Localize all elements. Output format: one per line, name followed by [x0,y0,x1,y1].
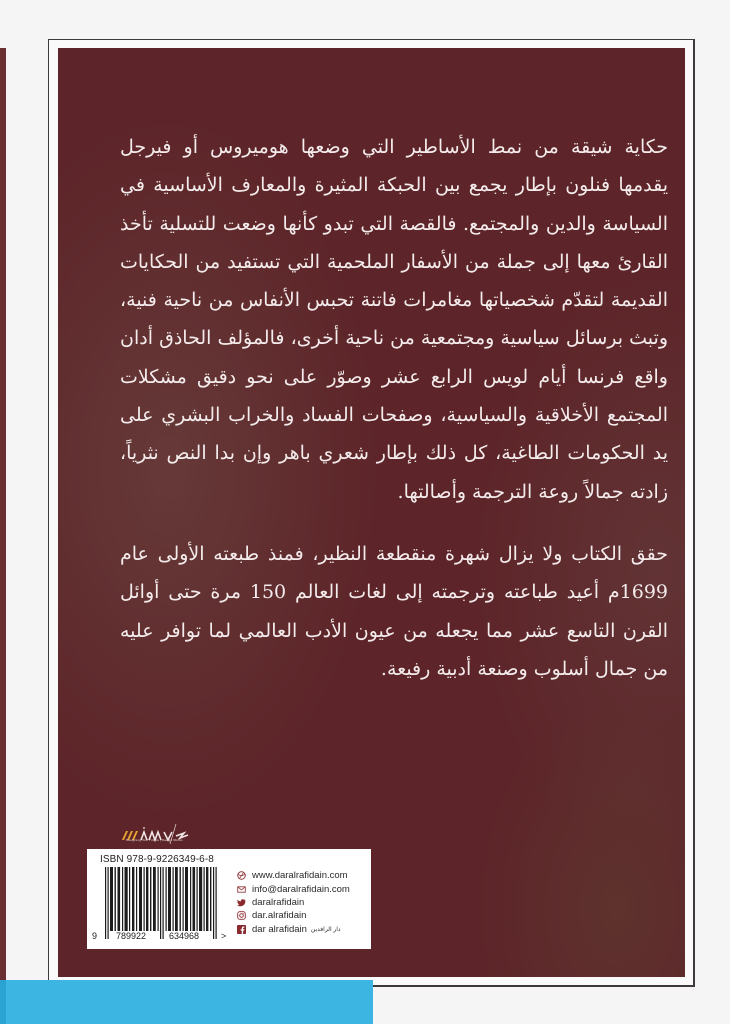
contact-twitter[interactable] [237,896,367,909]
isbn-number: ISBN 978-9-9226349-6-8 [100,854,214,865]
book-spine-edge [0,48,6,980]
synopsis-paragraph-2: حقق الكتاب ولا يزال شهرة منقطعة النظير، فمنذ طبعته الأولى عام 1699م أعيد طباعته وترجمته إلى لغات العالم 150 مرة حتى أوائل القرن التاسع عشر مما يجعله من عيون الأدب العالمي لما توافر عليه من جمال أسلوب وصنعة أدبية رفيعة. [120,542,668,680]
contact-facebook-text: dar alrafidain [252,923,307,935]
blue-strip-edge [0,980,6,1024]
publisher-contacts [237,869,367,936]
barcode-digit-trail: > [221,931,227,941]
contact-twitter-text: daralrafidain [252,896,305,908]
barcode-icon [99,867,227,939]
facebook-icon [237,925,246,934]
twitter-icon [237,898,246,907]
contact-email-text: info@daralrafidain.com [252,883,350,895]
instagram-icon [237,911,246,920]
contact-email[interactable] [237,882,367,895]
contact-instagram[interactable] [237,909,367,922]
contact-facebook-arabic: دار الرافدين [310,926,341,933]
contact-website[interactable] [237,869,367,882]
blue-background-strip [0,980,373,1024]
barcode-digits-left: 789922 [116,931,147,941]
globe-icon [237,871,246,880]
contact-instagram-text: dar.alrafidain [252,910,307,922]
mail-icon [237,885,246,894]
contact-facebook[interactable] [237,923,367,936]
contact-website-text: www.daralrafidain.com [252,870,348,882]
synopsis-paragraph-1: حكاية شيقة من نمط الأساطير التي وضعها هوميروس أو فيرجل يقدمها فنلون بإطار يجمع بين الحبكة المثيرة والمعارف الأساسية في السياسة والدين والمجتمع. فالقصة التي تبدو كأنها وضعت للتسلية تأخذ القارئ معها إلى جملة من الأسفار الملحمية التي تستفيد من الحكايات القديمة لتقدّم شخصياتها مغامرات فاتنة تحبس الأنفاس من ناحية فنية، وتبث برسائل سياسية ومجتمعية من ناحية أخرى، فالمؤلف الحاذق أدان واقع فرنسا أيام لويس الرابع عشر وصوّر على نحو دقيق مشكلات المجتمع الأخلاقية والسياسية، وصفحات الفساد والخراب البشري على يد الحكومات الطاغية، كل ذلك بإطار شعري باهر وإن بدا النص نثرياً، زادته جمالاً روعة الترجمة وأصالتها. [120,136,668,503]
logo-tagline: Designing Your Future | Design Studio [126,838,183,842]
isbn-barcode-panel [87,849,371,949]
synopsis-text [120,128,668,688]
barcode-digits-right: 634968 [169,931,200,941]
design-studio-logo-icon [118,820,208,850]
barcode-digit-lead: 9 [92,931,98,941]
